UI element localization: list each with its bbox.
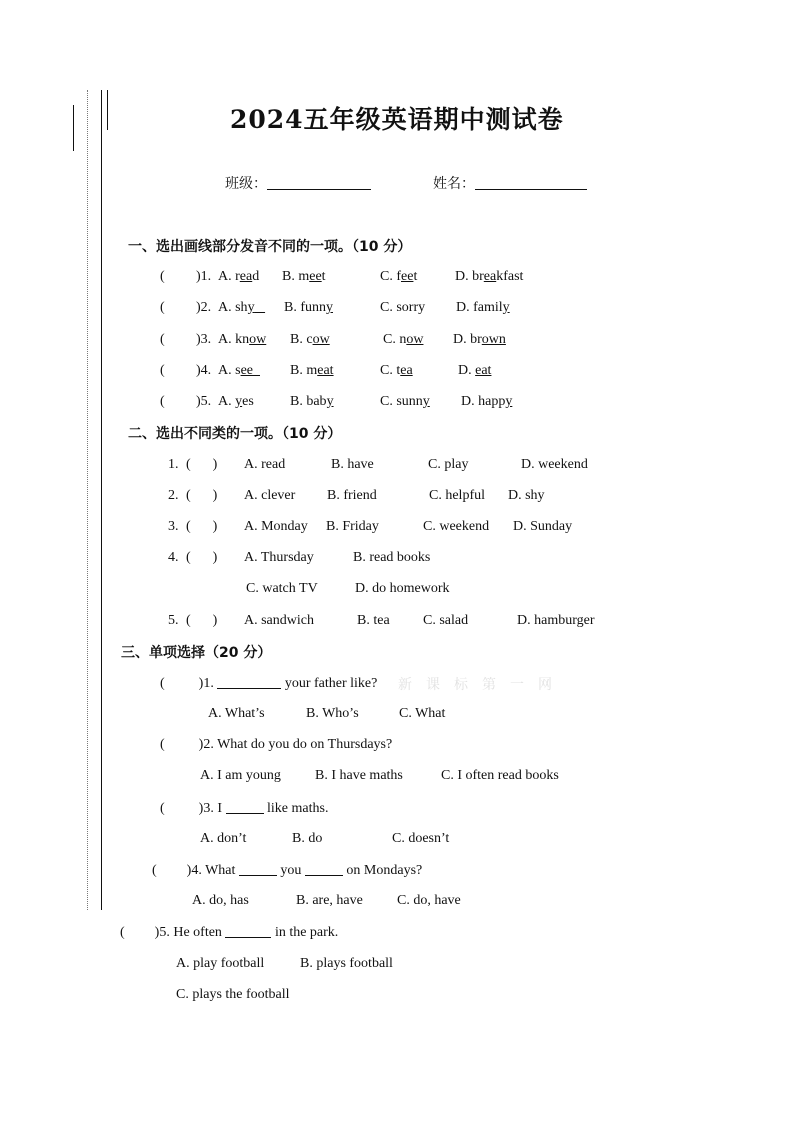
s1-q4-option-b: B. meat (290, 363, 334, 378)
s1-q5-option-c: C. sunny (380, 394, 430, 409)
s2-q3-num: 3. (168, 519, 179, 534)
s3-q5-option-c: C. plays the football (176, 987, 290, 1002)
s2-q1-option-c: C. play (428, 457, 469, 472)
name-field (433, 175, 587, 193)
s2-q1-option-a: A. read (244, 457, 286, 472)
s2-q5-paren[interactable]: ( ) (186, 613, 218, 628)
s2-q4-num: 4. (168, 550, 179, 565)
s1-q3-num: )3. (196, 332, 212, 347)
s3-q3-blank[interactable] (226, 799, 264, 814)
s2-q1-num: 1. (168, 457, 179, 472)
s1-q3-option-d: D. brown (453, 332, 506, 347)
s2-q2-option-d: D. shy (508, 488, 545, 503)
s3-q1-option-b: B. Who’s (306, 706, 359, 721)
class-label: 班级： (225, 176, 267, 192)
name-label: 姓名： (433, 176, 475, 192)
s1-q2-option-c: C. sorry (380, 300, 426, 315)
s3-q5-option-a: A. play football (176, 956, 265, 971)
name-blank[interactable] (475, 175, 587, 190)
s3-q3-option-a: A. don’t (200, 831, 247, 846)
s3-q2-option-c: C. I often read books (441, 768, 559, 783)
page-title: 2024五年级英语期中测试卷 (230, 105, 564, 134)
s2-q5-option-a: A. sandwich (244, 613, 314, 628)
s2-q5-num: 5. (168, 613, 179, 628)
s2-q4-option-d: D. do homework (355, 581, 450, 596)
s3-q4-option-c: C. do, have (397, 893, 461, 908)
s2-q2-option-c: C. helpful (429, 488, 485, 503)
s1-q4-option-a: A. see (218, 363, 253, 378)
s3-q1-stem: ( )1. your father like? (160, 676, 378, 691)
s1-q3-option-b: B. cow (290, 332, 330, 347)
binding-line-inner (107, 90, 108, 130)
s1-q1-option-d: D. breakfast (455, 269, 524, 284)
s1-q5-num: )5. (196, 394, 212, 409)
s3-q4-option-a: A. do, has (192, 893, 249, 908)
s1-q3-paren[interactable]: ( (160, 332, 165, 347)
section3-heading: 三、单项选择（20 分） (121, 645, 272, 661)
s1-q4-num: )4. (196, 363, 212, 378)
s2-q3-option-d: D. Sunday (513, 519, 573, 534)
s2-q4-option-a: A. Thursday (244, 550, 314, 565)
binding-line-main (101, 90, 102, 910)
s1-q1-num: )1. (196, 269, 212, 284)
s2-q1-option-b: B. have (331, 457, 374, 472)
section2-heading: 二、选出不同类的一项。（10 分） (128, 426, 342, 442)
s2-q5-option-c: C. salad (423, 613, 469, 628)
s1-q2-option-a: A. shy (218, 300, 255, 315)
s2-q1-option-d: D. weekend (521, 457, 588, 472)
s3-q2-option-b: B. I have maths (315, 768, 403, 783)
s2-q1-paren[interactable]: ( ) (186, 457, 218, 472)
s1-q5-option-d: D. happy (461, 394, 513, 409)
s3-q2-option-a: A. I am young (200, 768, 281, 783)
binding-line-left (73, 105, 74, 151)
s3-q4-option-b: B. are, have (296, 893, 363, 908)
s3-q4-blank-1[interactable] (239, 861, 277, 876)
s1-q1-option-b: B. meet (282, 269, 326, 284)
s3-q5-option-b: B. plays football (300, 956, 393, 971)
s3-q1-option-c: C. What (399, 706, 446, 721)
s1-q5-option-b: B. baby (290, 394, 334, 409)
s1-q4-paren[interactable]: ( (160, 363, 165, 378)
s2-q4-option-b: B. read books (353, 550, 431, 565)
section1-heading: 一、选出画线部分发音不同的一项。（10 分） (128, 239, 412, 255)
s1-q3-option-a: A. know (218, 332, 267, 347)
s3-q3-option-b: B. do (292, 831, 323, 846)
s2-q2-num: 2. (168, 488, 179, 503)
s2-q3-paren[interactable]: ( ) (186, 519, 218, 534)
s2-q4-option-c: C. watch TV (246, 581, 318, 596)
s3-q1-option-a: A. What’s (208, 706, 265, 721)
s3-q4-blank-2[interactable] (305, 861, 343, 876)
s2-q3-option-b: B. Friday (326, 519, 379, 534)
s1-q2-option-d: D. family (456, 300, 510, 315)
s2-q3-option-a: A. Monday (244, 519, 308, 534)
s1-q1-paren[interactable]: ( (160, 269, 165, 284)
s2-q5-option-d: D. hamburger (517, 613, 595, 628)
s2-q5-option-b: B. tea (357, 613, 390, 628)
s1-q4-option-c: C. tea (380, 363, 413, 378)
s3-q4-paren[interactable]: ( (152, 863, 157, 878)
s1-q5-paren[interactable]: ( (160, 394, 165, 409)
s2-q2-paren[interactable]: ( ) (186, 488, 218, 503)
s2-q2-option-b: B. friend (327, 488, 377, 503)
s3-q2-paren[interactable]: ( (160, 737, 165, 752)
s3-q1-blank[interactable] (217, 674, 281, 689)
watermark-text: 新课标第一网 (398, 678, 566, 693)
class-field (225, 175, 371, 193)
s3-q2-stem: ( )2. What do you do on Thursdays? (160, 737, 393, 752)
s1-q1-option-c: C. feet (380, 269, 418, 284)
binding-dotted-line-1 (87, 90, 88, 910)
s3-q3-paren[interactable]: ( (160, 801, 165, 816)
s3-q3-option-c: C. doesn’t (392, 831, 450, 846)
s1-q1-option-a: A. read (218, 269, 260, 284)
s1-q2-option-b: B. funny (284, 300, 333, 315)
s2-q3-option-c: C. weekend (423, 519, 490, 534)
s1-q2-paren[interactable]: ( (160, 300, 165, 315)
s1-q2-num: )2. (196, 300, 212, 315)
s1-q3-option-c: C. now (383, 332, 424, 347)
s3-q1-paren[interactable]: ( (160, 676, 165, 691)
s3-q3-stem: ( )3. I like maths. (160, 801, 329, 816)
class-blank[interactable] (267, 175, 371, 190)
s3-q5-paren[interactable]: ( (120, 925, 125, 940)
s1-q4-option-d: D. eat (458, 363, 492, 378)
s1-q5-option-a: A. yes (218, 394, 254, 409)
s3-q4-stem: ( )4. What you on Mondays? (152, 863, 423, 878)
s3-q5-stem: ( )5. He often in the park. (120, 925, 339, 940)
s2-q2-option-a: A. clever (244, 488, 296, 503)
s3-q5-blank[interactable] (225, 923, 271, 938)
s2-q4-paren[interactable]: ( ) (186, 550, 218, 565)
